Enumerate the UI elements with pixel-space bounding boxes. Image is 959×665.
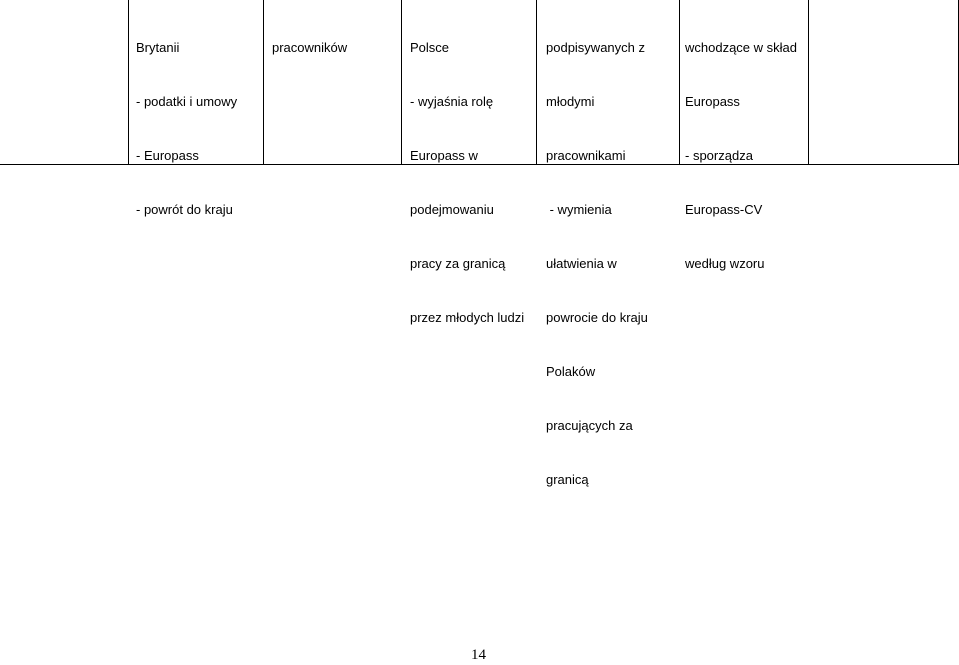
page-number: 14 bbox=[471, 647, 486, 663]
cell-line: Brytanii bbox=[136, 40, 180, 55]
cell-line: - sporządza bbox=[685, 148, 753, 163]
cell-line: powrocie do kraju bbox=[546, 310, 648, 325]
cell-line: pracujących za bbox=[546, 418, 633, 433]
cell-line: Europass w bbox=[410, 148, 478, 163]
table-cell-col-5 bbox=[679, 0, 808, 271]
cell-line: Polsce bbox=[410, 40, 450, 55]
cell-text-col-1 bbox=[136, 3, 237, 255]
cell-line: pracownikami bbox=[546, 148, 626, 163]
cell-line: przez młodych ludzi bbox=[410, 310, 525, 325]
cell-line: - wyjaśnia rolę bbox=[410, 94, 494, 109]
cell-line: według wzoru bbox=[685, 256, 765, 271]
cell-line: pracowników bbox=[272, 40, 348, 55]
cell-line: Polaków bbox=[546, 364, 596, 379]
cell-text-col-2 bbox=[272, 3, 347, 93]
cell-line: podpisywanych z bbox=[546, 40, 645, 55]
cell-line: wchodzące w skład bbox=[685, 40, 797, 55]
cell-line: Europass bbox=[685, 94, 740, 109]
table-cell-empty-lead bbox=[0, 0, 128, 165]
table-cell-col-1 bbox=[128, 0, 263, 217]
table-cell-col-4 bbox=[536, 0, 679, 487]
table-cell-col-6 bbox=[808, 0, 959, 165]
cell-line: - Europass bbox=[136, 148, 199, 163]
cell-text-col-3 bbox=[410, 3, 524, 363]
cell-text-col-5 bbox=[685, 3, 797, 309]
cell-line: Europass-CV bbox=[685, 202, 763, 217]
table-cell-col-2 bbox=[263, 0, 401, 165]
cell-line: podejmowaniu bbox=[410, 202, 494, 217]
cell-line: granicą bbox=[546, 472, 589, 487]
cell-line: młodymi bbox=[546, 94, 595, 109]
cell-text-col-4 bbox=[546, 3, 648, 525]
cell-line: ułatwienia w bbox=[546, 256, 617, 271]
table-cell-col-3 bbox=[401, 0, 536, 325]
cell-line: pracy za granicą bbox=[410, 256, 506, 271]
cell-line: - wymienia bbox=[546, 202, 612, 217]
cell-line: - podatki i umowy bbox=[136, 94, 238, 109]
cell-line: - powrót do kraju bbox=[136, 202, 233, 217]
